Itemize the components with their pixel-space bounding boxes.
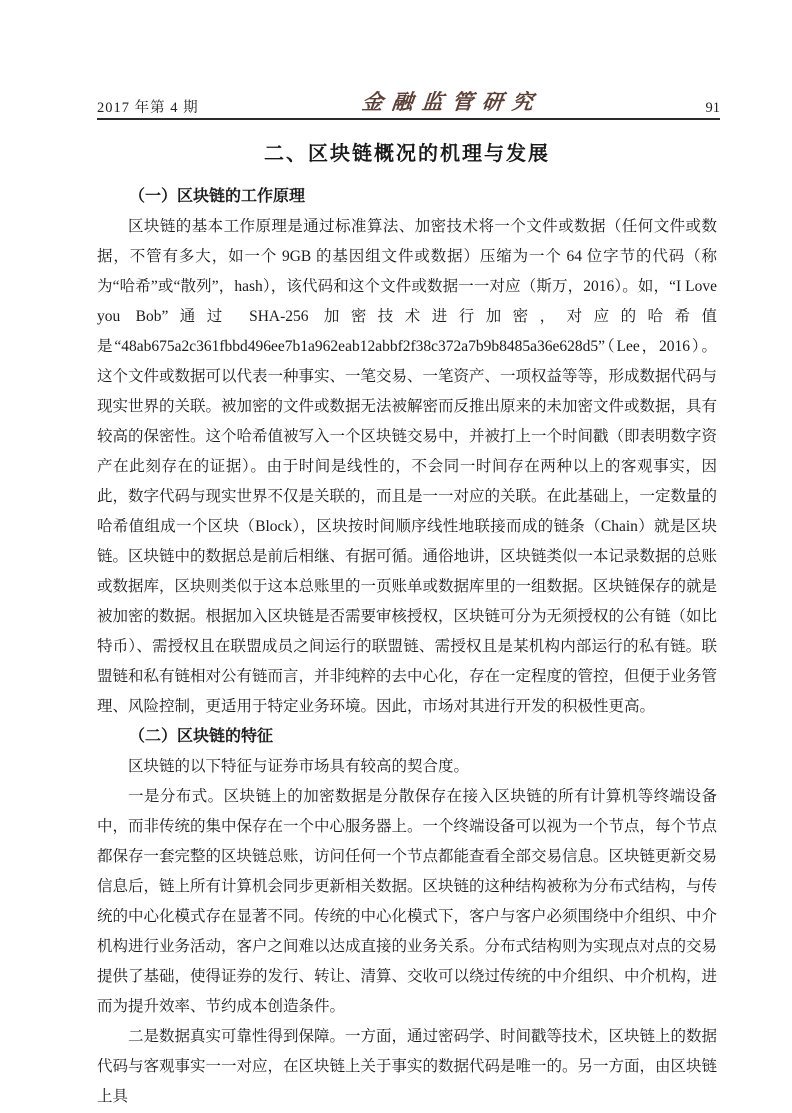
paragraph-distributed: 一是分布式。区块链上的加密数据是分散保存在接入区块链的所有计算机等终端设备中，而非传统的集中保存在一个中心服务器上。一个终端设备可以视为一个节点，每个节点都保存一套完整的区块链总账，访问任何一个节点都能查看全部交易信息。区块链更新交易信息后，链上所有计算机会同步更新相关数据。区块链的这种结构被称为分布式结构，与传统的中心化模式存在显著不同。传统的中心化模式下，客户与客户必须围绕中介组织、中介机构进行业务活动，客户之间难以达成直接的业务关系。分布式结构则为实现点对点的交易提供了基础，使得证券的发行、转让、清算、交收可以绕过传统的中介组织、中介机构，进而为提升效率、节约成本创造条件。 [97,788,718,1015]
paragraph-working-principle: 区块链的基本工作原理是通过标准算法、加密技术将一个文件或数据（任何文件或数据，不管有多大，如一个 9GB 的基因组文件或数据）压缩为一个 64 位字节的代码（称为“哈希”或“散列”，hash），该代码和这个文件或数据一一对应（斯万，2016）。如，“I Love you Bob”通过 SHA-256 加密技术进行加密，对应的哈希值是“48ab675a2c361fbbd496ee7b1a962eab12abbf2f38c372a7b9b8485a36e628d5”（Lee，2016）。这个文件或数据可以代表一种事实、一笔交易、一笔资产、一项权益等等，形成数据代码与现实世界的关联。被加密的文件或数据无法被解密而反推出原来的未加密文件或数据，具有较高的保密性。这个哈希值被写入一个区块链交易中，并被打上一个时间戳（即表明数字资产在此刻存在的证据）。由于时间是线性的，不会同一时间存在两种以上的客观事实，因此，数字代码与现实世界不仅是关联的，而且是一一对应的关联。在此基础上，一定数量的哈希值组成一个区块（Block），区块按时间顺序线性地联接而成的链条（Chain）就是区块链。区块链中的数据总是前后相继、有据可循。通俗地讲，区块链类似一本记录数据的总账或数据库，区块则类似于这本总账里的一页账单或数据库里的一组数据。区块链保存的就是被加密的数据。根据加入区块链是否需要审核授权，区块链可分为无须授权的公有链（如比特币）、需授权且在联盟成员之间运行的联盟链、需授权且是某机构内部运行的私有链。联盟链和私有链相对公有链而言，并非纯粹的去中心化，存在一定程度的管控，但便于业务管理、风险控制，更适用于特定业务环境。因此，市场对其进行开发的积极性更高。 [97,218,718,715]
paragraph-characteristics-intro: 区块链的以下特征与证券市场具有较高的契合度。 [128,758,470,775]
section-heading-characteristics: （二）区块链的特征 [129,728,274,745]
paragraph-data-reliability: 二是数据真实可靠性得到保障。一方面，通过密码学、时间戳等技术，区块链上的数据代码与客观事实一一对应，在区块链上关于事实的数据代码是唯一的。另一方面，由区块链上具 [97,1028,718,1105]
article-content [97,136,717,1112]
article-title: 二、区块链概况的机理与发展 [264,143,550,165]
journal-title-calligraphy: 金融监管研究 [360,89,544,114]
issue-label: 2017 年第 4 期 [97,100,199,116]
page-number: 91 [705,100,720,116]
page-header [97,88,720,118]
header-rule [97,118,720,120]
section-heading-working-principle: （一）区块链的工作原理 [129,188,306,205]
